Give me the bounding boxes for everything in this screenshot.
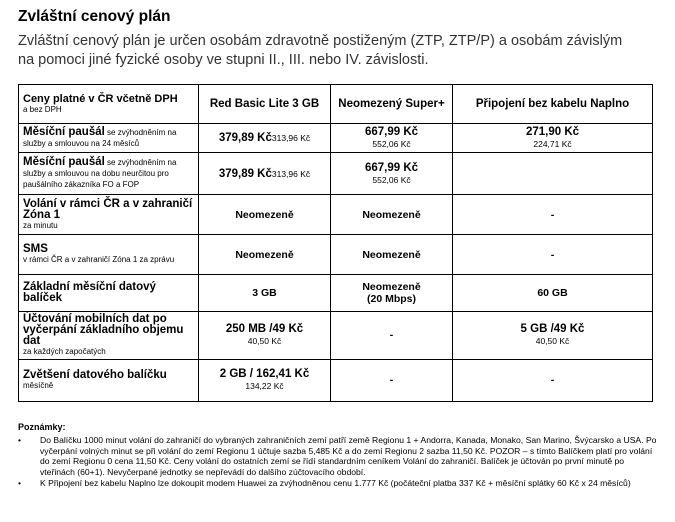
cell <box>331 153 453 195</box>
cell: Neomezeně <box>199 235 331 275</box>
row-label <box>19 195 199 235</box>
row-label-desc: se zvýhodněním na služby a smlouvou na 24 měsíců <box>23 128 177 148</box>
cell <box>453 124 653 153</box>
table-row <box>19 124 653 153</box>
cell: Neomezeně <box>331 235 453 275</box>
price-sub: 313,96 Kč <box>271 133 311 143</box>
table-row <box>19 312 653 360</box>
column-pripojeni: Připojení bez kabelu Naplno <box>453 85 653 124</box>
table-corner <box>19 85 199 124</box>
note-item <box>18 478 658 489</box>
notes-list <box>18 435 658 489</box>
row-label-main: Měsíční paušál <box>23 156 105 168</box>
row-label-main: Základní měsíční datový balíček <box>23 281 156 304</box>
column-neomezeny: Neomezený Super+ <box>331 85 453 124</box>
price-main: 271,90 Kč <box>525 126 580 138</box>
price-sub: 40,50 Kč <box>535 336 570 347</box>
price-main: 2 GB / 162,41 Kč <box>219 368 310 380</box>
table-row <box>19 359 653 401</box>
price-main: 5 GB /49 Kč <box>520 323 585 336</box>
cell: 60 GB <box>453 275 653 312</box>
cell-extra: (20 Mbps) <box>366 293 416 305</box>
note-text: Do Balíčku 1000 minut volání do zahraničí do vybraných zahraničních zemí patří země Regionu 1 + Andorra, Kanada, Monako, San Marino, Švýcarsko a USA. Po vyčerpání volných minut se při volání do zemí Regionu 1 účtuje sazba 5,485 Kč a do zemí Regionu 2 sazba 11,50 Kč. POZOR – s tímto Balíčkem platí pro volání do zemí Regionu 0 cena 11,50 Kč. Ceny volání do ostatních zemí se řídí standardním ceníkem Volání do zahraničí. Balíček je účtován po první minutě po vteřinách (60+1). Nevyčerpané jednotky se nepřevádí do dalšího zúčtovacího období. <box>40 434 657 478</box>
row-label-desc: se zvýhodněním na služby a smlouvou na dobu neurčitou pro paušálního zákazníka FO a FOP <box>23 158 177 189</box>
cell-main: Neomezeně <box>362 281 421 293</box>
cell: Neomezeně <box>199 195 331 235</box>
row-label-desc: měsíčně <box>23 380 54 390</box>
row-label-main: Volání v rámci ČR a v zahraničí Zóna 1 <box>23 197 193 221</box>
cell <box>331 124 453 153</box>
cell: - <box>453 195 653 235</box>
cell: - <box>453 359 653 401</box>
row-label-desc: za každých započatých <box>23 347 106 356</box>
row-label <box>19 235 199 275</box>
row-label <box>19 359 199 401</box>
page-title: Zvláštní cenový plán <box>18 8 171 25</box>
cell <box>199 124 331 153</box>
row-label <box>19 124 199 153</box>
row-label <box>19 275 199 312</box>
cell: Neomezeně <box>331 195 453 235</box>
price-sub: 40,50 Kč <box>247 336 282 347</box>
cell <box>199 312 331 360</box>
price-main: 667,99 Kč <box>364 126 419 138</box>
note-item <box>18 435 658 478</box>
price-main: 379,89 Kč <box>218 132 272 144</box>
price-sub: 134,22 Kč <box>245 381 284 391</box>
row-label-main: Měsíční paušál <box>23 126 105 138</box>
column-red-basic: Red Basic Lite 3 GB <box>199 85 331 124</box>
notes-title: Poznámky: <box>18 422 66 432</box>
cell: 3 GB <box>199 275 331 312</box>
notes-section <box>18 422 658 489</box>
bullet-icon: • <box>18 477 22 488</box>
price-main: 379,89 Kč <box>218 167 272 180</box>
cell <box>199 153 331 195</box>
cell <box>453 312 653 360</box>
row-label <box>19 312 199 360</box>
cell: - <box>453 235 653 275</box>
price-sub: 313,96 Kč <box>271 168 311 179</box>
table-row <box>19 153 653 195</box>
price-main: 250 MB /49 Kč <box>225 323 304 336</box>
row-label-main: Účtování mobilních dat po vyčerpání základního objemu dat <box>23 313 184 347</box>
cell-empty <box>453 153 653 195</box>
document-page <box>18 8 658 70</box>
cell: - <box>331 359 453 401</box>
table-row <box>19 195 653 235</box>
row-label <box>19 153 199 195</box>
price-table <box>18 84 653 402</box>
row-label-desc: za minutu <box>23 220 58 230</box>
bullet-icon: • <box>18 434 22 445</box>
table-header-row <box>19 85 653 124</box>
intro-paragraph: Zvláštní cenový plán je určen osobám zdravotně postiženým (ZTP, ZTP/P) a osobám závislým na pomoci jiné fyzické osoby ve stupni II., III. nebo IV. závislosti. <box>18 33 623 68</box>
cell: - <box>331 312 453 360</box>
corner-sub: a bez DPH <box>23 105 62 115</box>
cell <box>331 275 453 312</box>
row-label-desc: v rámci ČR a v zahraničí Zóna 1 za zprávu <box>23 255 175 265</box>
price-sub: 552,06 Kč <box>372 174 411 185</box>
price-sub: 224,71 Kč <box>533 139 572 149</box>
price-sub: 552,06 Kč <box>372 139 411 149</box>
cell <box>199 359 331 401</box>
corner-main: Ceny platné v ČR včetně DPH <box>23 93 178 106</box>
price-main: 667,99 Kč <box>364 161 419 174</box>
table-row <box>19 275 653 312</box>
table-row <box>19 235 653 275</box>
row-label-main: Zvětšení datového balíčku <box>23 368 167 381</box>
note-text: K Připojení bez kabelu Naplno lze dokoupit modem Huawei za zvýhodněnou cenu 1.777 Kč (počáteční platba 337 Kč + měsíční splátky 60 Kč x 24 měsíců) <box>40 477 631 488</box>
row-label-main: SMS <box>23 243 48 256</box>
